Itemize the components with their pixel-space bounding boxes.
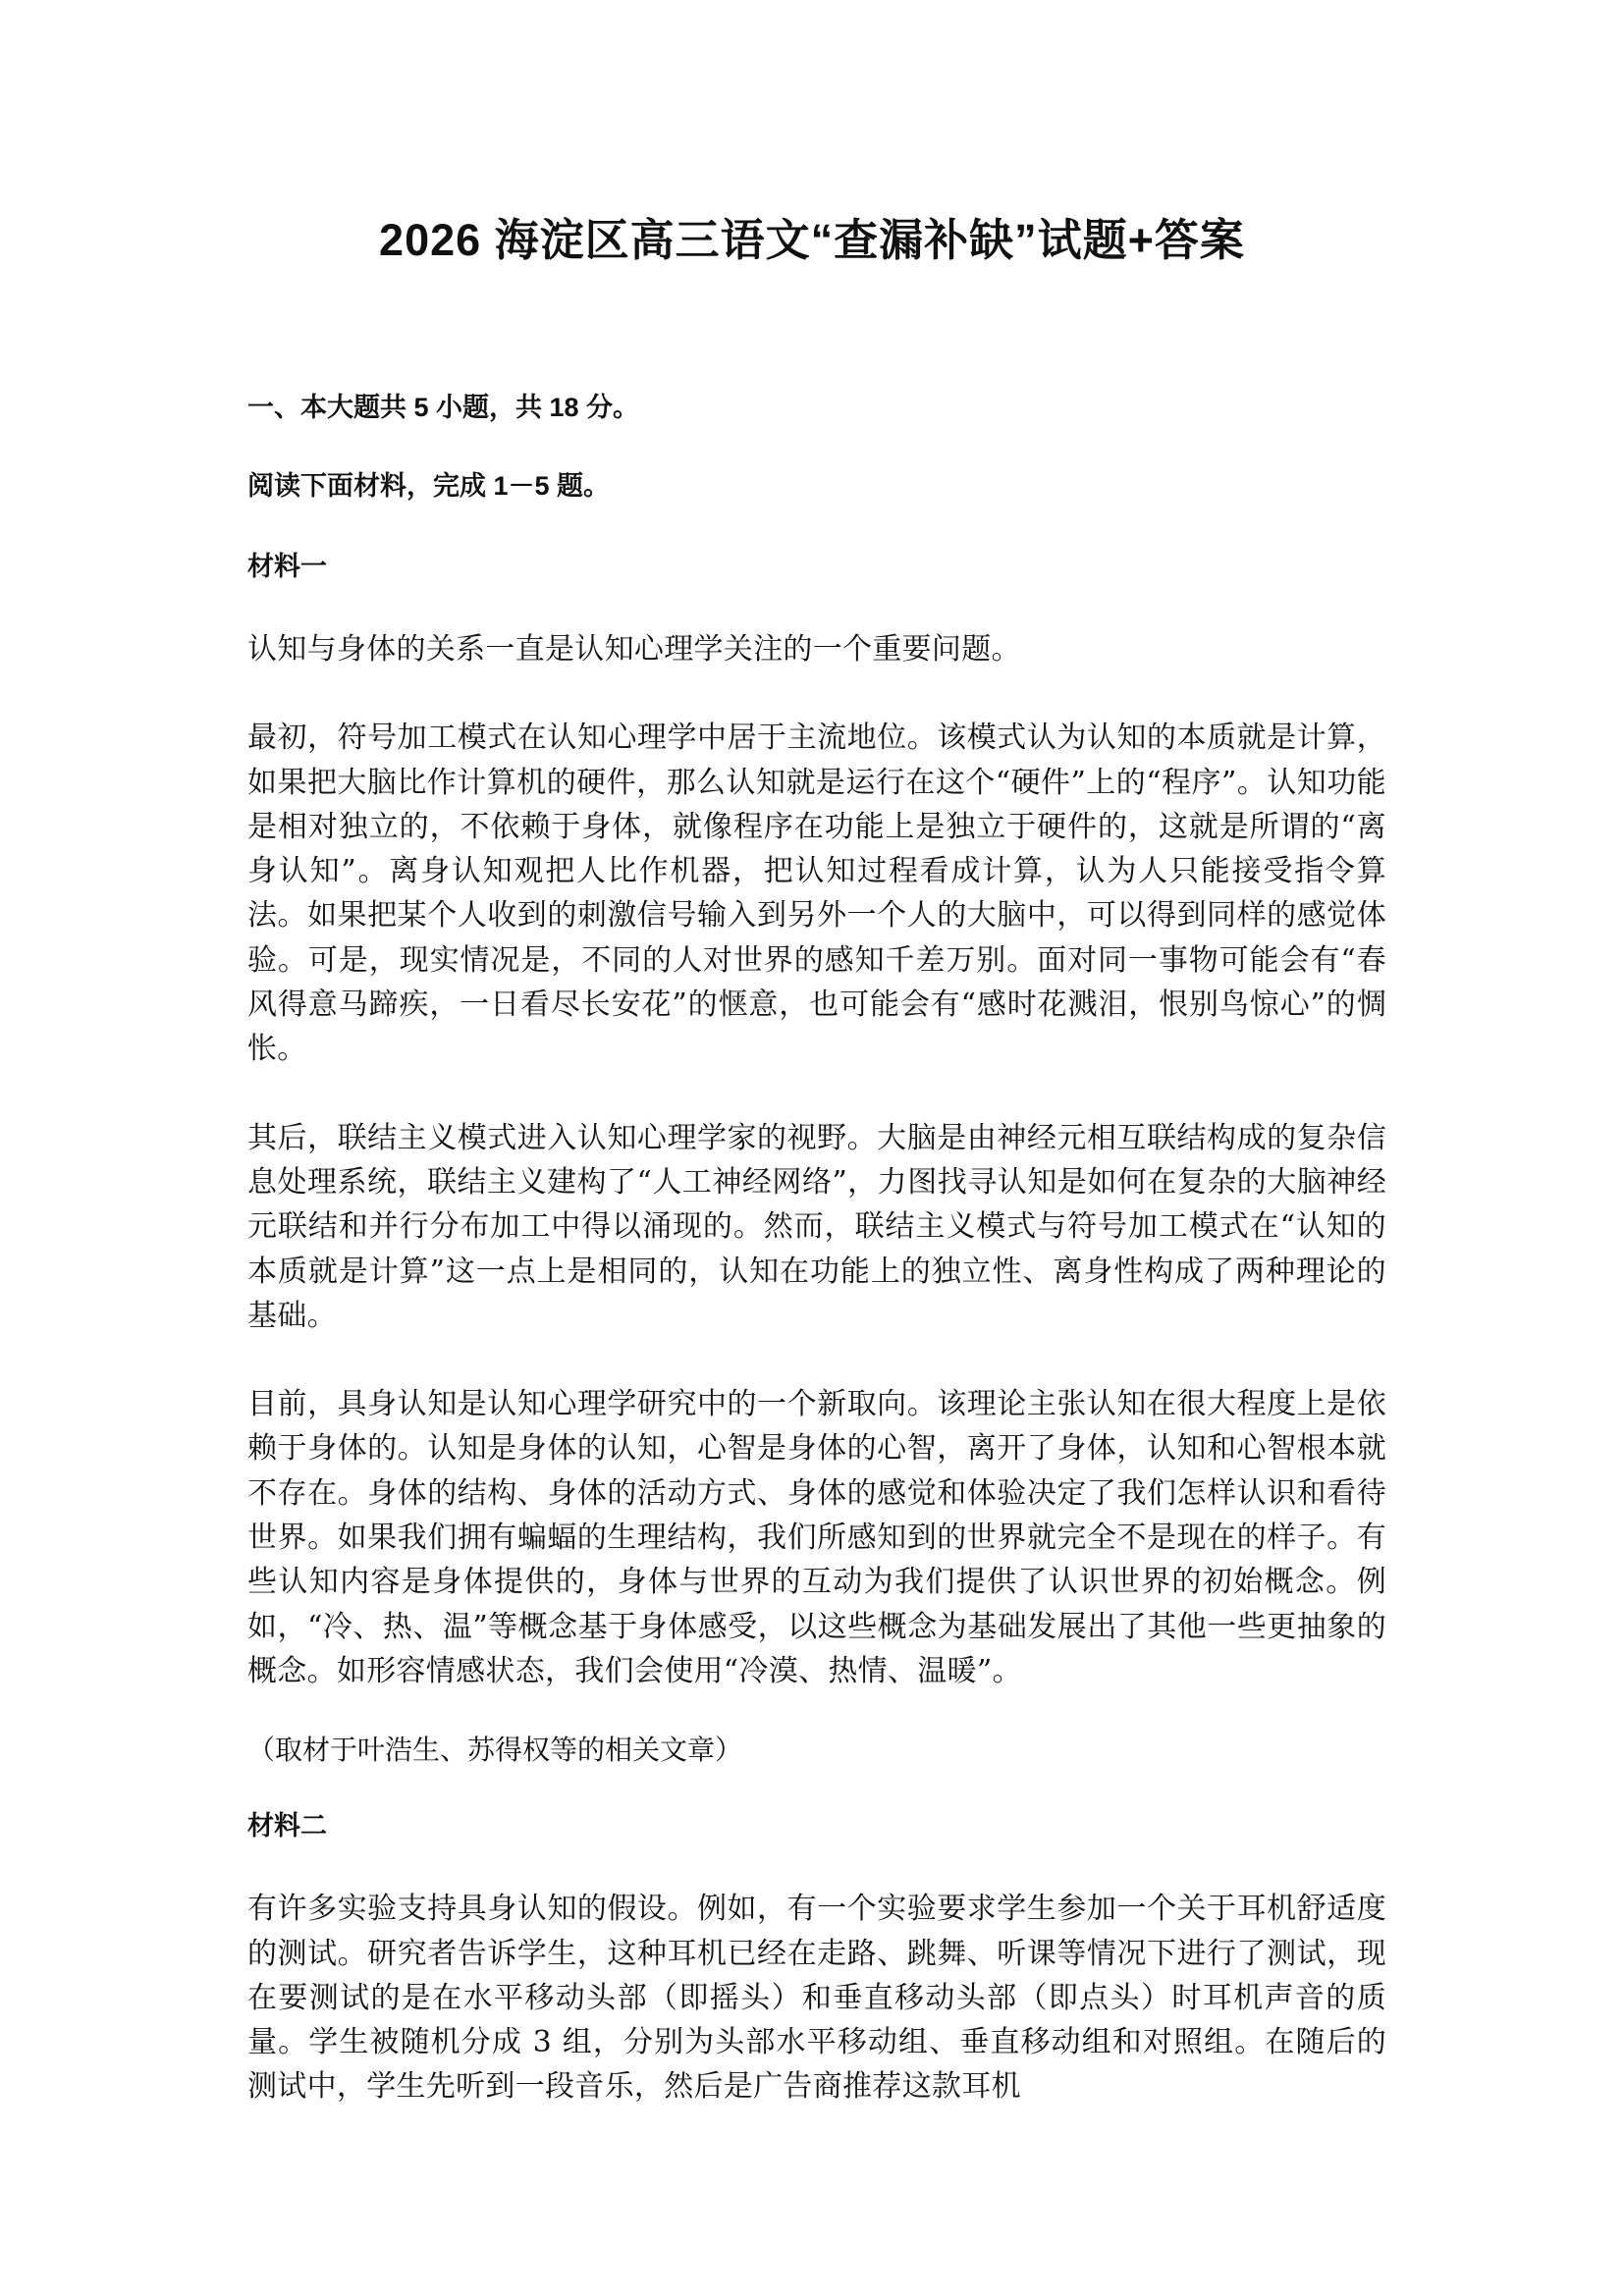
material-one-source: （取材于叶浩生、苏得权等的相关文章） — [247, 1734, 743, 1767]
material-one-paragraph: 认知与身体的关系一直是认知心理学关注的一个重要问题。 — [247, 632, 1021, 667]
document-body — [247, 388, 1386, 2109]
material-two-heading: 材料二 — [247, 1811, 327, 1842]
section-heading: 一、本大题共 5 小题，共 18 分。 — [247, 393, 640, 422]
material-one-paragraph: 目前，具身认知是认知心理学研究中的一个新取向。该理论主张认知在很大程度上是依赖于身体的。认知是身体的认知，心智是身体的心智，离开了身体，认知和心智根本就不存在。身体的结构、身体的活动方式、身体的感觉和体验决定了我们怎样认识和看待世界。如果我们拥有蝙蝠的生理结构，我们所感知到的世界就完全不是现在的样子。有些认知内容是身体提供的，身体与世界的互动为我们提供了认识世界的初始概念。例如，“冷、热、温”等概念基于身体感受，以这些概念为基础发展出了其他一些更抽象的概念。如形容情感状态，我们会使用“冷漠、热情、温暖”。 — [247, 1387, 1386, 1688]
document-title: 2026 海淀区高三语文“查漏补缺”试题+答案 — [379, 215, 1245, 265]
instruction-text: 阅读下面材料，完成 1－5 题。 — [247, 471, 611, 501]
material-two-paragraph: 有许多实验支持具身认知的假设。例如，有一个实验要求学生参加一个关于耳机舒适度的测试。研究者告诉学生，这种耳机已经在走路、跳舞、听课等情况下进行了测试，现在要测试的是在水平移动头部（即摇头）和垂直移动头部（即点头）时耳机声音的质量。学生被随机分成 3 组，分别为头部水平移动组、垂直移动组和对照组。在随后的测试中，学生先听到一段音乐，然后是广告商推荐这款耳机 — [247, 1892, 1386, 2105]
material-one-paragraph: 最初，符号加工模式在认知心理学中居于主流地位。该模式认为认知的本质就是计算，如果把大脑比作计算机的硬件，那么认知就是运行在这个“硬件”上的“程序”。认知功能是相对独立的，不依赖于身体，就像程序在功能上是独立于硬件的，这就是所谓的“离身认知”。离身认知观把人比作机器，把认知过程看成计算，认为人只能接受指令算法。如果把某个人收到的刺激信号输入到另外一个人的大脑中，可以得到同样的感觉体验。可是，现实情况是，不同的人对世界的感知千差万别。面对同一事物可能会有“春风得意马蹄疾，一日看尽长安花”的惬意，也可能会有“感时花溅泪，恨别鸟惊心”的惆怅。 — [247, 721, 1386, 1067]
material-one-heading: 材料一 — [247, 552, 327, 581]
material-one-paragraph: 其后，联结主义模式进入认知心理学家的视野。大脑是由神经元相互联结构成的复杂信息处理系统，联结主义建构了“人工神经网络”，力图找寻认知是如何在复杂的大脑神经元联结和并行分布加工中得以涌现的。然而，联结主义模式与符号加工模式在“认知的本质就是计算”这一点上是相同的，认知在功能上的独立性、离身性构成了两种理论的基础。 — [247, 1120, 1386, 1333]
